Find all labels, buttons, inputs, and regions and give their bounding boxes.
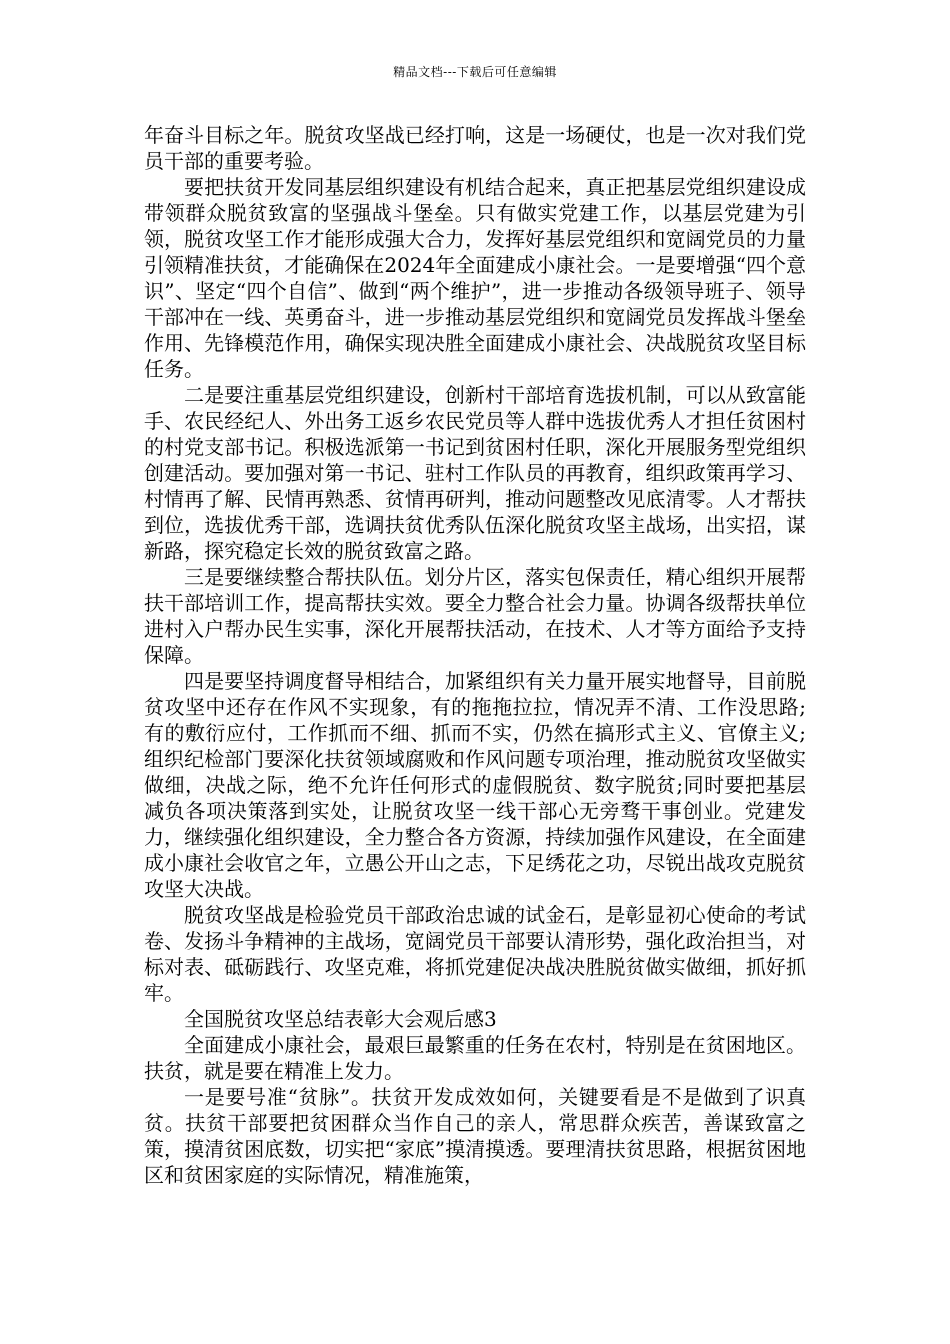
section-heading: 全国脱贫攻坚总结表彰大会观后感3 [184, 1007, 497, 1031]
paragraph-6: 脱贫攻坚战是检验党员干部政治忠诚的试金石，是彰显初心使命的考试卷、发扬斗争精神的主战场，宽阔党员干部要认清形势，强化政治担当，对标对表、砥砺践行、攻坚克难，将抓党建促决战决胜脱贫做实做细，抓好抓牢。 [144, 903, 806, 1005]
paragraph-8: 一是要号准“贫脉”。扶贫开发成效如何，关键要看是不是做到了识真贫。扶贫干部要把贫困群众当作自己的亲人，常思群众疾苦，善谋致富之策，摸清贫困底数，切实把“家底”摸清摸透。要理清扶贫思路，根据贫困地区和贫困家庭的实际情况，精准施策， [144, 1085, 806, 1187]
document-body [144, 122, 806, 1188]
page-header: 精品文档---下载后可任意编辑 [393, 65, 557, 79]
paragraph-2: 要把扶贫开发同基层组织建设有机结合起来，真正把基层党组织建设成带领群众脱贫致富的坚强战斗堡垒。只有做实党建工作，以基层党建为引领，脱贫攻坚工作才能形成强大合力，发挥好基层党组织和宽阔党员的力量引领精准扶贫，才能确保在2024年全面建成小康社会。一是要增强“四个意识”、坚定“四个自信”、做到“两个维护”，进一步推动各级领导班子、领导干部冲在一线、英勇奋斗，进一步推动基层党组织和宽阔党员发挥战斗堡垒作用、先锋模范作用，确保实现决胜全面建成小康社会、决战脱贫攻坚目标任务。 [144, 175, 806, 381]
paragraph-5: 四是要坚持调度督导相结合，加紧组织有关力量开展实地督导，目前脱贫攻坚中还存在作风不实现象，有的拖拖拉拉，情况弄不清、工作没思路;有的敷衍应付，工作抓而不细、抓而不实，仍然在搞形式主义、官僚主义;组织纪检部门要深化扶贫领域腐败和作风问题专项治理，推动脱贫攻坚做实做细，决战之际，绝不允许任何形式的虚假脱贫、数字脱贫;同时要把基层减负各项决策落到实处，让脱贫攻坚一线干部心无旁骛干事创业。党建发力，继续强化组织建设，全力整合各方资源，持续加强作风建设，在全面建成小康社会收官之年，立愚公开山之志，下足绣花之功，尽锐出战攻克脱贫攻坚大决战。 [144, 669, 806, 901]
paragraph-3: 二是要注重基层党组织建设，创新村干部培育选拔机制，可以从致富能手、农民经纪人、外出务工返乡农民党员等人群中选拔优秀人才担任贫困村的村党支部书记。积极选派第一书记到贫困村任职，深化开展服务型党组织创建活动。要加强对第一书记、驻村工作队员的再教育，组织政策再学习、村情再了解、民情再熟悉、贫情再研判，推动问题整改见底清零。人才帮扶到位，选拔优秀干部，选调扶贫优秀队伍深化脱贫攻坚主战场，出实招，谋新路，探究稳定长效的脱贫致富之路。 [144, 383, 806, 563]
paragraph-7: 全面建成小康社会，最艰巨最繁重的任务在农村，特别是在贫困地区。扶贫，就是要在精准上发力。 [144, 1033, 806, 1083]
paragraph-4: 三是要继续整合帮扶队伍。划分片区，落实包保责任，精心组织开展帮扶干部培训工作，提高帮扶实效。要全力整合社会力量。协调各级帮扶单位进村入户帮办民生实事，深化开展帮扶活动，在技术、人才等方面给予支持保障。 [144, 565, 806, 667]
paragraph-1: 年奋斗目标之年。脱贫攻坚战已经打响，这是一场硬仗，也是一次对我们党员干部的重要考验。 [144, 123, 806, 173]
